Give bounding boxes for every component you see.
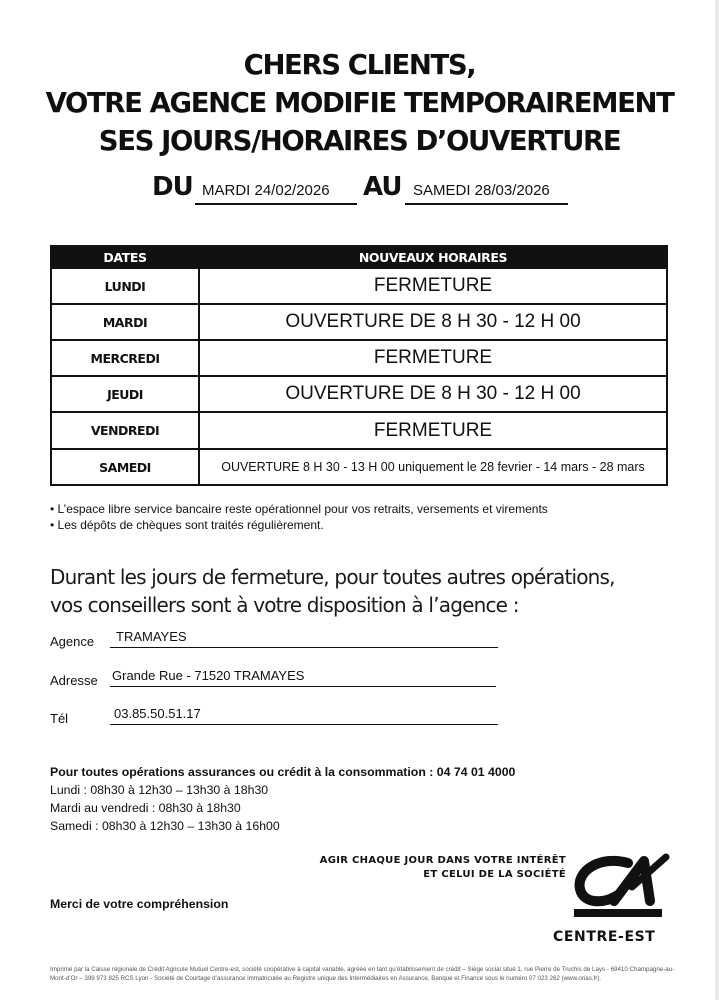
day-cell: LUNDI (51, 268, 199, 304)
note-item: • L’espace libre service bancaire reste opérationnel pour vos retraits, versements et virements (50, 502, 548, 516)
hours-cell: OUVERTURE 8 H 30 - 13 H 00 uniquement le 28 fevrier - 14 mars - 28 mars (199, 449, 667, 485)
agency-label: Agence (50, 634, 95, 649)
slogan-line-2: ET CELUI DE LA SOCIÉTÉ (423, 869, 566, 880)
slogan-line-1: AGIR CHAQUE JOUR DANS VOTRE INTÉRÊT (319, 855, 566, 866)
day-cell: MERCREDI (51, 340, 199, 376)
insurance-hours-line: Lundi : 08h30 à 12h30 – 13h30 à 18h30 (50, 783, 269, 797)
insurance-info (50, 763, 515, 835)
slogan (320, 854, 566, 882)
day-cell: JEUDI (51, 376, 199, 412)
to-label: AU (363, 172, 402, 202)
header-dates: DATES (51, 246, 199, 268)
table-row (51, 412, 667, 449)
to-underline (405, 203, 568, 205)
page-title (0, 46, 719, 160)
period-range (0, 170, 719, 214)
address-value: Grande Rue - 71520 TRAMAYES (112, 668, 305, 683)
table-row (51, 376, 667, 412)
address-underline (110, 686, 496, 687)
phone-underline (110, 724, 498, 725)
title-line-2: VOTRE AGENCE MODIFIE TEMPORAIREMENT (45, 87, 674, 119)
hours-cell: OUVERTURE DE 8 H 30 - 12 H 00 (199, 304, 667, 340)
title-line-3: SES JOURS/HORAIRES D’OUVERTURE (98, 125, 621, 157)
day-cell: SAMEDI (51, 449, 199, 485)
day-cell: MARDI (51, 304, 199, 340)
from-date: MARDI 24/02/2026 (202, 182, 330, 199)
legal-notice: Imprimé par la Caisse régionale de Crédit Agricole Mutuel Centre-est, société coopérative à capital variable, agréée en tant qu’établissement de crédit – Siège social situé 1, rue Pierre de Truchis de Lays - 69410 Champagne-au-Mont-d’Or – 399 973 825 RCS Lyon - Société de Courtage d’assurance immatriculée au Registre unique des Intermédiaires en Assurance, Banque et Finance sous le numéro 07 023 262 (www.orias.fr). (50, 966, 675, 982)
agency-value: TRAMAYES (116, 629, 187, 644)
hours-cell: FERMETURE (199, 340, 667, 376)
title-line-1: CHERS CLIENTS, (243, 49, 476, 81)
credit-agricole-logo-icon (570, 853, 670, 919)
phone-value: 03.85.50.51.17 (114, 706, 201, 721)
table-row (51, 268, 667, 304)
table-row (51, 449, 667, 485)
from-underline (195, 203, 357, 205)
notes-list (50, 501, 548, 533)
brand-name: CENTRE-EST (553, 929, 656, 945)
table-row (51, 304, 667, 340)
address-label: Adresse (50, 673, 98, 688)
agency-underline (110, 647, 498, 648)
day-cell: VENDREDI (51, 412, 199, 449)
insurance-heading: Pour toutes opérations assurances ou crédit à la consommation : 04 74 01 4000 (50, 765, 516, 779)
note-item: • Les dépôts de chèques sont traités régulièrement. (50, 518, 324, 532)
hours-cell: FERMETURE (199, 412, 667, 449)
phone-label: Tél (50, 711, 69, 726)
header-hours: NOUVEAUX HORAIRES (199, 246, 667, 268)
hours-cell: FERMETURE (199, 268, 667, 304)
address-field (50, 667, 500, 691)
closure-info (50, 563, 615, 619)
insurance-hours-line: Samedi : 08h30 à 12h30 – 13h30 à 16h00 (50, 819, 280, 833)
table-row (51, 340, 667, 376)
agency-field (50, 628, 500, 652)
schedule-table (50, 245, 668, 486)
thanks-message: Merci de votre compréhension (50, 897, 229, 911)
closure-info-line-2: vos conseillers sont à votre disposition à l’agence : (50, 593, 519, 617)
to-date: SAMEDI 28/03/2026 (413, 182, 550, 199)
schedule-header-row (51, 246, 667, 268)
phone-field (50, 705, 500, 729)
closure-info-line-1: Durant les jours de fermeture, pour toutes autres opérations, (50, 565, 615, 589)
insurance-hours-line: Mardi au vendredi : 08h30 à 18h30 (50, 801, 241, 815)
from-label: DU (152, 172, 193, 202)
hours-cell: OUVERTURE DE 8 H 30 - 12 H 00 (199, 376, 667, 412)
